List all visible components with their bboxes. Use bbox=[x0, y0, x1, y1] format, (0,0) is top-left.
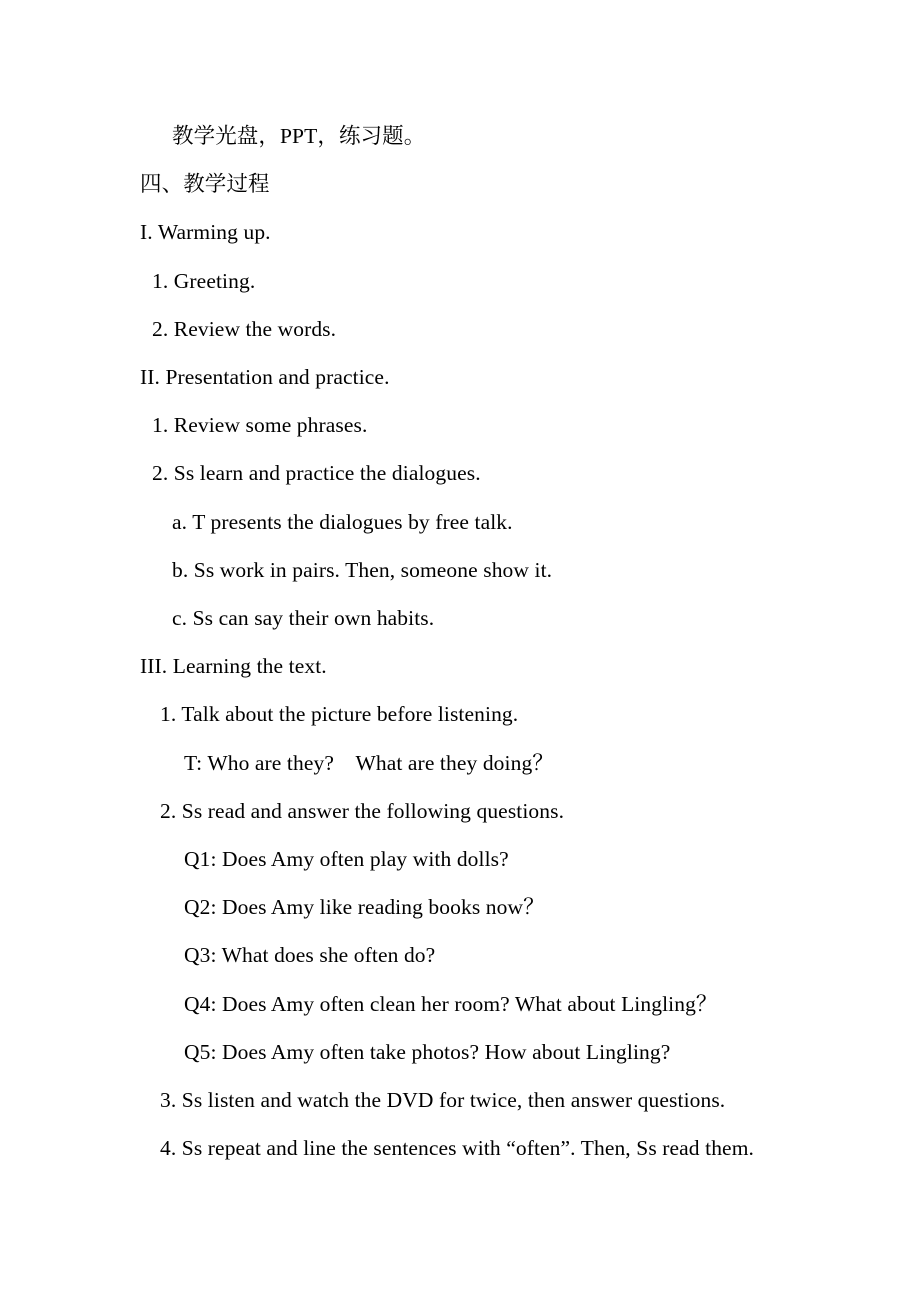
document-line: 1. Talk about the picture before listening. bbox=[160, 702, 519, 727]
document-line: 1. Review some phrases. bbox=[152, 413, 368, 438]
document-line: T: Who are they? What are they doing？ bbox=[184, 750, 554, 775]
document-line: 4. Ss repeat and line the sentences with “often”. Then, Ss read them. bbox=[160, 1136, 754, 1161]
document-line: 教学光盘，PPT，练习题。 bbox=[172, 124, 426, 148]
section-heading: 四、教学过程 bbox=[140, 172, 270, 197]
document-line: II. Presentation and practice. bbox=[140, 365, 390, 390]
document-line: Q5: Does Amy often take photos? How about Lingling? bbox=[184, 1039, 671, 1064]
document-line: 2. Ss learn and practice the dialogues. bbox=[152, 461, 481, 486]
document-line: 2. Ss read and answer the following questions. bbox=[160, 798, 565, 823]
document-line: III. Learning the text. bbox=[140, 654, 327, 679]
document-line: I. Warming up. bbox=[140, 220, 271, 245]
document-line: Q4: Does Amy often clean her room? What about Lingling？ bbox=[184, 991, 718, 1016]
document-line: c. Ss can say their own habits. bbox=[172, 606, 435, 631]
document-line: 1. Greeting. bbox=[152, 268, 256, 293]
document-line: 2. Review the words. bbox=[152, 316, 337, 341]
document-line: 3. Ss listen and watch the DVD for twice, then answer questions. bbox=[160, 1088, 726, 1113]
document-line: Q3: What does she often do? bbox=[184, 943, 436, 968]
document-line: Q1: Does Amy often play with dolls? bbox=[184, 847, 509, 872]
document-line: b. Ss work in pairs. Then, someone show it. bbox=[172, 557, 553, 582]
document-line: Q2: Does Amy like reading books now？ bbox=[184, 895, 545, 920]
document-line: a. T presents the dialogues by free talk. bbox=[172, 509, 513, 534]
